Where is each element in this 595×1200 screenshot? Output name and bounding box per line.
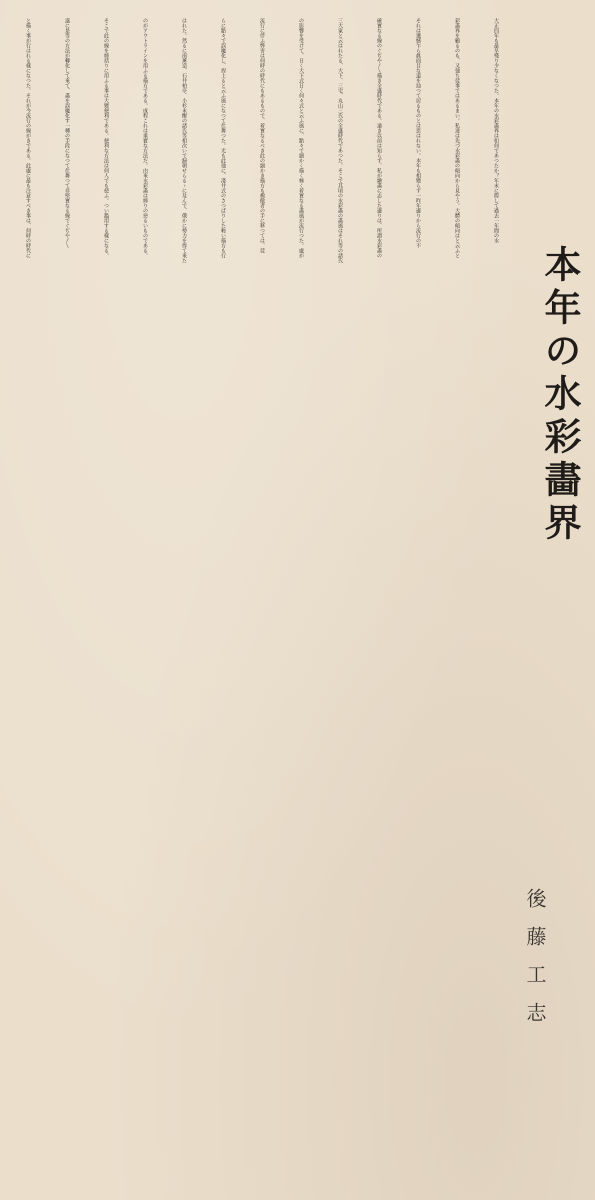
article-title: 本年の水彩畵界	[538, 245, 581, 546]
author-name: 後藤工志	[523, 888, 547, 1040]
text-column: 遂に是等の方法が轉化して來て、畵を誤魔化す一種の手段になつて仕舞つて非堅實なる線でぐぢや〳〵	[64, 18, 70, 248]
text-column: 三大家と云はれたる、大下、三宅、丸山三氏の全盛時代であつた。そこで其頃の水彩畵の畵風はそれ等の諸氏	[337, 18, 343, 263]
text-column: 確實なる線のぐぢや〳〵描き全盛時代である。遠き以前は知らず、私が繪畵に志した邊りは、所謂水彩畵の	[376, 18, 382, 258]
text-column: の影響を受けて、日く大下式日く何々式と云ふ風に、點々で細かく描く極く着實なる畵風が流行つた。處が	[298, 18, 304, 258]
article-body	[8, 18, 515, 1200]
text-column: 大正四年も最早殘り少なくなつた。本年の水彩畵界は如何であつたか？年末に際して過去一年間の水	[493, 18, 499, 243]
text-column: それは遺憾乍ら眞面目な道を辿つて居るものとは思はれない。本年も相變らず一昨年邊りから流行の不	[415, 18, 421, 248]
text-column: 彩畵界を顧るのも、又強ち徒事ではあるまい。私達は先づ水彩畵の傾向から見やう。大體の傾向はと云ふと	[454, 18, 460, 258]
text-column: 流行に伴ふ弊害は何時の時代にもあるもので、着實なるべき此の細かき描方も模倣者の手に移つては、徒	[259, 18, 265, 253]
text-column: のがアウトラインを用ふる描方である。成程これは重寶な方法だ。由來水彩畵は締りの惡るいものである。	[142, 18, 148, 258]
text-column: はれた。然るに南薰造、石井柏亭、小杉未醒の諸氏等相次いで歸朝せらるゝに及んで、俄かに勢力を得て來た	[181, 18, 187, 263]
text-column: そこで此の線を締括りに用ふる事は大變便利である。便利な方法は何人でも使ふ。つい濫用する樣になる。	[103, 18, 109, 258]
text-column: らに點々で誤魔化し、捏上ると云ふ風になつて仕舞つた。尤も此他に、淺井式のさつぱりした輕い描方も行	[220, 18, 226, 258]
text-column: と描く事が行はれる樣になつた。それが今流行の線がきである。此處に最も注意すべき事は、何時の時代に	[25, 18, 31, 258]
